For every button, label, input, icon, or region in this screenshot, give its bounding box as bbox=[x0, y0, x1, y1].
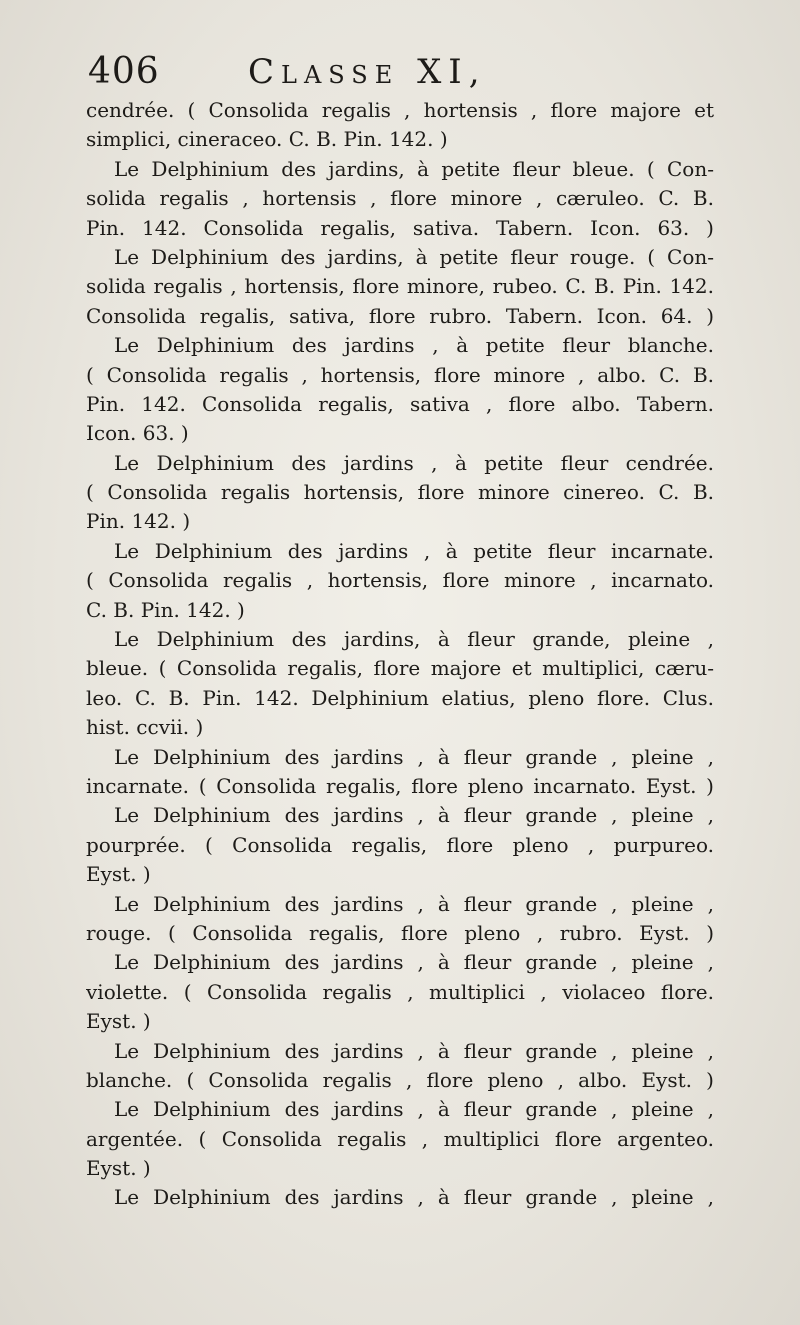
text-line: rouge. ( Consolida regalis, flore pleno , rubro. Eyst. ) bbox=[86, 920, 714, 945]
text-line: Le Delphinium des jardins , à fleur grande , pleine , bbox=[114, 891, 714, 916]
text-line: leo. C. B. Pin. 142. Delphinium elatius, pleno flore. Clus. bbox=[86, 685, 714, 710]
text-line: Le Delphinium des jardins , à fleur grande , pleine , bbox=[114, 950, 714, 975]
text-line: Le Delphinium des jardins , à fleur grande , pleine , bbox=[114, 1097, 714, 1122]
text-line: incarnate. ( Consolida regalis, flore pleno incarnato. Eyst. ) bbox=[86, 773, 714, 798]
text-line: solida regalis , hortensis , flore minore , cæruleo. C. B. bbox=[86, 186, 714, 211]
text-line: Le Delphinium des jardins, à fleur grande, pleine , bbox=[114, 627, 714, 652]
text-line: Le Delphinium des jardins , à fleur grande , pleine , bbox=[114, 1038, 714, 1063]
text-line: cendrée. ( Consolida regalis , hortensis , flore majore et bbox=[86, 98, 714, 122]
text-line: Le Delphinium des jardins, à petite fleur rouge. ( Con- bbox=[114, 244, 714, 269]
text-line: Pin. 142. ) bbox=[86, 509, 191, 534]
text-line: Eyst. ) bbox=[86, 1156, 151, 1181]
text-line: simplici, cineraceo. C. B. Pin. 142. ) bbox=[86, 127, 448, 152]
text-line: Eyst. ) bbox=[86, 1009, 151, 1034]
text-line: Icon. 63. ) bbox=[86, 421, 189, 446]
text-line: argentée. ( Consolida regalis , multiplici flore argenteo. bbox=[86, 1126, 714, 1151]
page-number: 406 bbox=[88, 51, 160, 92]
text-line: ( Consolida regalis , hortensis, flore minore , albo. C. B. bbox=[86, 362, 714, 387]
text-line: Le Delphinium des jardins, à petite fleur bleue. ( Con- bbox=[114, 156, 714, 181]
text-line: Le Delphinium des jardins , à fleur grande , pleine , bbox=[114, 1185, 714, 1210]
text-line: violette. ( Consolida regalis , multiplici , violaceo flore. bbox=[86, 979, 714, 1004]
running-head: Classe XI, bbox=[248, 52, 487, 92]
text-line: Consolida regalis, sativa, flore rubro. Tabern. Icon. 64. ) bbox=[86, 303, 714, 328]
text-line: solida regalis , hortensis, flore minore, rubeo. C. B. Pin. 142. bbox=[86, 274, 714, 299]
text-line: pourprée. ( Consolida regalis, flore pleno , purpureo. bbox=[86, 832, 714, 857]
text-line: Pin. 142. Consolida regalis, sativa. Tabern. Icon. 63. ) bbox=[86, 215, 714, 240]
text-line: Le Delphinium des jardins , à petite fleur cendrée. bbox=[114, 450, 714, 475]
text-line: hist. ccvii. ) bbox=[86, 715, 204, 740]
text-line: blanche. ( Consolida regalis , flore pleno , albo. Eyst. ) bbox=[86, 1067, 714, 1092]
text-line: Eyst. ) bbox=[86, 862, 151, 887]
text-line: Le Delphinium des jardins , à petite fleur incarnate. bbox=[114, 538, 714, 563]
text-line: C. B. Pin. 142. ) bbox=[86, 597, 245, 622]
text-line: bleue. ( Consolida regalis, flore majore et multiplici, cæru- bbox=[86, 656, 714, 681]
page-header bbox=[88, 50, 718, 94]
text-line: Pin. 142. Consolida regalis, sativa , flore albo. Tabern. bbox=[86, 391, 714, 416]
text-line: Le Delphinium des jardins , à fleur grande , pleine , bbox=[114, 803, 714, 828]
text-line: ( Consolida regalis , hortensis, flore minore , incarnato. bbox=[86, 568, 714, 593]
body-text bbox=[86, 96, 714, 1213]
text-line: Le Delphinium des jardins , à petite fleur blanche. bbox=[114, 333, 714, 358]
text-line: Le Delphinium des jardins , à fleur grande , pleine , bbox=[114, 744, 714, 769]
text-line: ( Consolida regalis hortensis, flore minore cinereo. C. B. bbox=[86, 480, 714, 505]
